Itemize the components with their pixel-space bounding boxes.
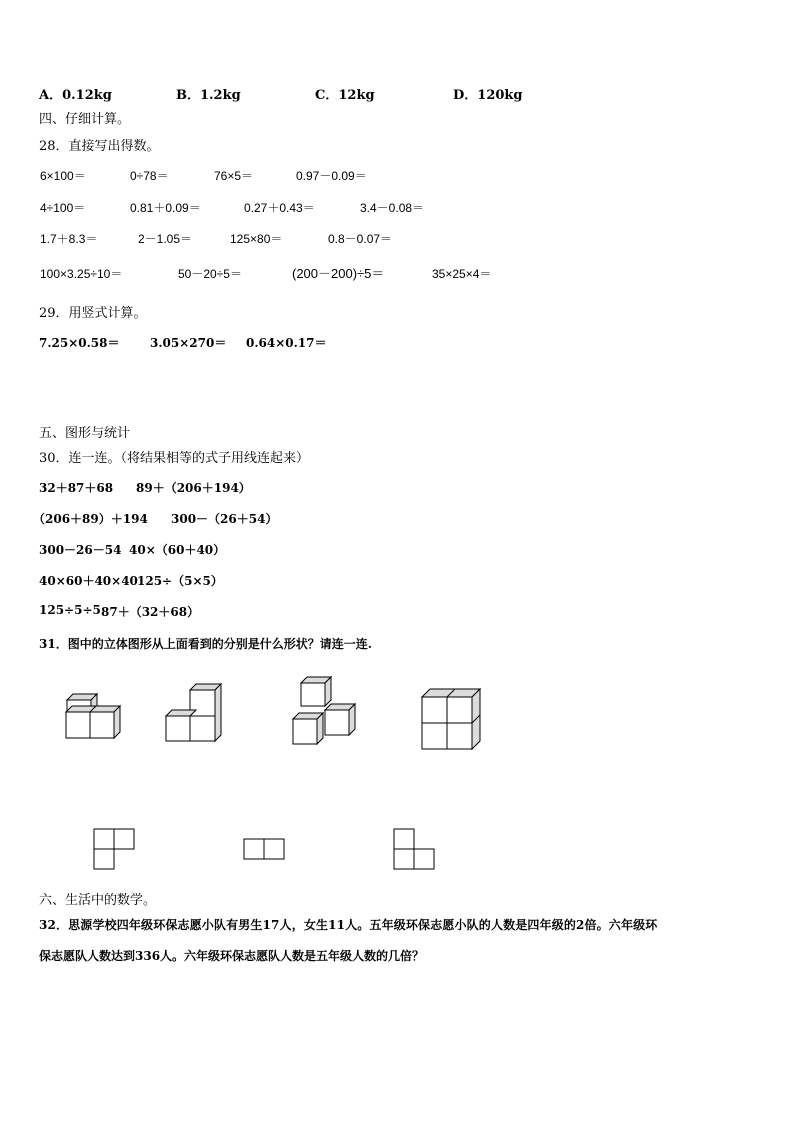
q30-left: 40×60＋40×40 [39, 574, 138, 588]
solid-figure-2 [165, 683, 235, 745]
q29-item: 3.05×270＝ [150, 336, 227, 350]
q32-line2: 保志愿队人数达到336人。六年级环保志愿队人数是五年级人数的几倍？ [39, 949, 425, 963]
q28-item: 125×80＝ [230, 232, 283, 246]
q29-title: 29．用竖式计算。 [39, 306, 147, 321]
q28-item: 50－20÷5＝ [178, 267, 242, 281]
q28-item: (200－200)÷5＝ [292, 266, 385, 281]
q30-right: 40×（60＋40） [129, 543, 226, 557]
q28-item: 0.97－0.09＝ [296, 169, 367, 183]
q28-item: 0.27＋0.43＝ [244, 201, 315, 215]
top-view-shape-2 [243, 838, 288, 862]
q28-item: 0.81＋0.09＝ [130, 201, 201, 215]
option-a: A．0.12kg [39, 88, 112, 103]
q28-item: 76×5＝ [214, 169, 254, 183]
q30-right: 300－（26＋54） [171, 512, 278, 526]
q30-right: 125÷（5×5） [137, 574, 223, 588]
q28-title: 28．直接写出得数。 [39, 139, 160, 154]
q31-title: 31．图中的立体图形从上面看到的分别是什么形状？请连一连. [39, 637, 372, 651]
q28-item: 1.7＋8.3＝ [40, 232, 98, 246]
q29-item: 0.64×0.17＝ [246, 336, 327, 350]
q28-item: 0.8－0.07＝ [328, 232, 393, 246]
q28-item: 4÷100＝ [40, 201, 86, 215]
q32-line1: 32．思源学校四年级环保志愿小队有男生17人，女生11人。五年级环保志愿小队的人数是四年级的2倍。六年级环 [39, 918, 658, 932]
q30-left: 32＋87＋68 [39, 481, 114, 495]
option-b: B．1.2kg [176, 88, 241, 103]
q30-right: 89＋（206＋194） [136, 481, 251, 495]
section-4-title: 四、仔细计算。 [39, 112, 131, 127]
q30-right: 87＋（32＋68） [101, 605, 200, 619]
solid-figure-3 [291, 676, 366, 748]
q28-item: 3.4－0.08＝ [360, 201, 425, 215]
q30-title: 30．连一连。（将结果相等的式子用线连起来） [39, 451, 310, 466]
q30-left: 300－26－54 [39, 543, 122, 557]
q28-item: 35×25×4＝ [432, 267, 492, 281]
q30-left: 125÷5÷5 [39, 603, 101, 617]
q28-item: 100×3.25÷10＝ [40, 267, 123, 281]
q28-item: 6×100＝ [40, 169, 86, 183]
top-view-shape-3 [393, 828, 438, 872]
option-d: D．120kg [453, 88, 523, 103]
solid-figure-1 [60, 694, 130, 744]
top-view-shape-1 [93, 828, 138, 872]
option-c: C．12kg [315, 88, 375, 103]
q29-item: 7.25×0.58＝ [39, 336, 120, 350]
section-5-title: 五、图形与统计 [39, 426, 131, 441]
solid-figure-4 [420, 689, 486, 751]
q28-item: 2－1.05＝ [138, 232, 193, 246]
q28-item: 0÷78＝ [130, 169, 169, 183]
q30-left: （206＋89）＋194 [33, 512, 148, 526]
section-6-title: 六、生活中的数学。 [39, 893, 157, 908]
